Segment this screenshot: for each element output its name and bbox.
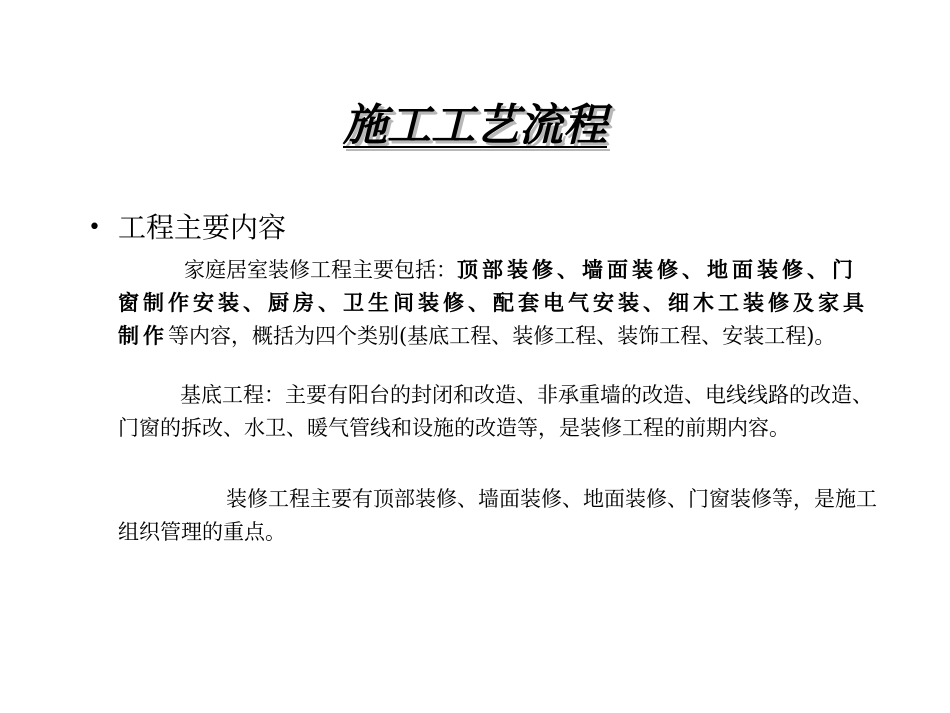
paragraph-decoration-works: 装修工程主要有顶部装修、墙面装修、地面装修、门窗装修等，是施工组织管理的重点。 [118,487,877,544]
bullet-heading-label: 工程主要内容 [118,211,287,244]
paragraph-scope-lead: 家庭居室装修工程主要包括： [184,258,457,282]
bullet-dot-icon: • [88,215,101,240]
paragraph-base-works: 基底工程：主要有阳台的封闭和改造、非承重墙的改造、电线线路的改造、门窗的拆改、水卫、暖气管线和设施的改造等，是装修工程的前期内容。 [118,383,873,440]
paragraph-scope [118,254,878,353]
slide-title: 施工工艺流程 [343,100,607,151]
paragraph-scope-bold-items: 顶部装修、墙面装修、地面装修、门窗制作安装、厨房、卫生间装修、配套电气安装、细木工装修及家具制作 [118,258,868,348]
bullet-heading [88,206,286,250]
slide-body [118,254,878,549]
paragraph-scope-tail: 等内容，概括为四个类别(基底工程、装修工程、装饰工程、安装工程)。 [168,324,836,348]
